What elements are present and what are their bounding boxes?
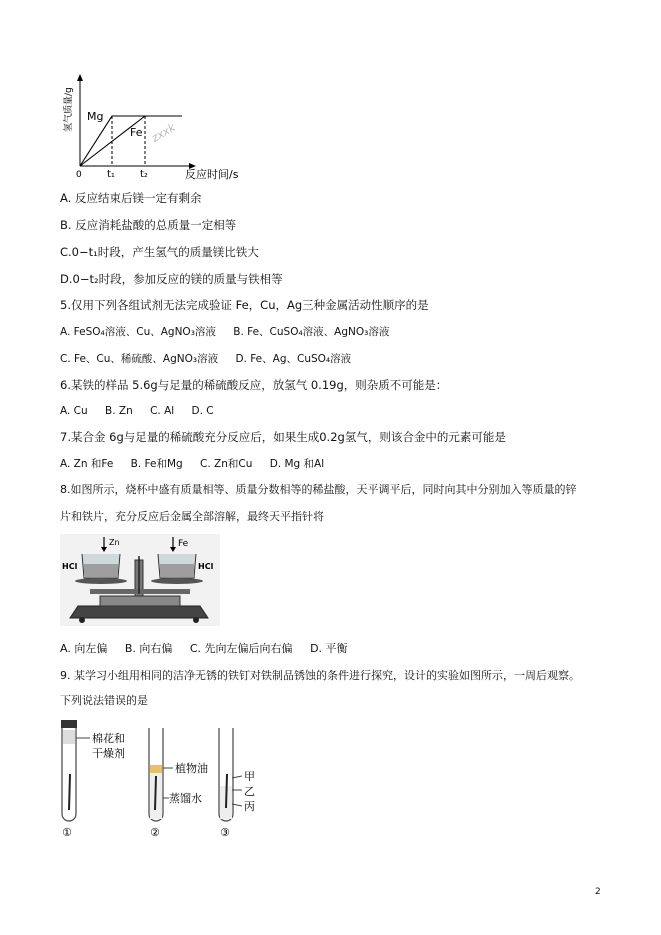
label-cotton: 棉花和 <box>92 732 125 745</box>
q5-options-row1 <box>60 325 389 339</box>
q7-option-b: B. Fe和Mg <box>130 458 183 470</box>
graph-mg-label: Mg <box>87 110 104 123</box>
right-foot <box>193 617 199 623</box>
hcl-right-label: HCl <box>198 562 214 571</box>
q9-stem-line1: 9. 某学习小组用相同的洁净无锈的铁钉对铁制品锈蚀的条件进行探究，设计的实验如图所示，一周后观察。 <box>60 669 580 682</box>
q5-option-a: A. FeSO₄溶液、Cu、AgNO₃溶液 <box>60 326 216 338</box>
q5-option-d: D. Fe、Ag、CuSO₄溶液 <box>235 353 352 365</box>
q9-stem-line2: 下列说法错误的是 <box>60 694 148 707</box>
label-bing: 丙 <box>244 800 255 813</box>
q5-option-c: C. Fe、Cu、稀硫酸、AgNO₃溶液 <box>60 353 219 365</box>
label-water: 蒸馏水 <box>169 792 202 805</box>
balance-base-top <box>100 596 180 606</box>
q6-stem: 6.某铁的样品 5.6g与足量的稀硫酸反应，放氢气 0.19g，则杂质不可能是： <box>60 378 448 392</box>
hydrogen-mass-graph <box>60 70 250 182</box>
graph-t1-label: t₁ <box>107 169 115 180</box>
graph-watermark: zxxk <box>149 120 178 145</box>
right-beaker-liquid <box>160 564 194 577</box>
tube3-label: ③ <box>220 826 230 839</box>
graph-y-arrow <box>77 74 83 81</box>
label-desiccant: 干燥剂 <box>92 747 125 760</box>
q8-option-d: D. 平衡 <box>310 642 348 655</box>
q4-option-d: D.0−t₂时段，参加反应的镁的质量与铁相等 <box>60 272 283 286</box>
q6-option-d: D. C <box>191 405 214 417</box>
fe-label: Fe <box>178 539 189 549</box>
balance-beam <box>90 589 190 594</box>
q8-option-b: B. 向右偏 <box>124 642 173 655</box>
balance-base <box>70 606 208 618</box>
q7-option-c: C. Zn和Cu <box>200 458 253 470</box>
label-yi: 乙 <box>244 785 255 798</box>
q8-stem-line1: 8.如图所示，烧杯中盛有质量相等、质量分数相等的稀盐酸，天平调平后，同时向其中分别加入等质量的锌 <box>60 483 577 496</box>
tube1-label: ① <box>62 826 72 839</box>
q7-stem: 7.某合金 6g与足量的稀硫酸充分反应后，如果生成0.2g氢气，则该合金中的元素可能是 <box>60 430 506 444</box>
q4-option-c: C.0−t₁时段，产生氢气的质量镁比铁大 <box>60 245 259 259</box>
zn-label: Zn <box>109 538 120 547</box>
graph-fe-label: Fe <box>130 126 143 139</box>
q6-options <box>60 404 214 418</box>
tube2-oil <box>150 765 162 773</box>
q7-option-a: A. Zn 和Fe <box>60 458 114 470</box>
tube1-nail <box>69 774 70 810</box>
balance-figure <box>60 534 220 626</box>
graph-origin-label: 0 <box>76 170 82 180</box>
q8-option-a: A. 向左偏 <box>60 642 108 655</box>
q6-option-c: C. Al <box>150 405 175 417</box>
left-foot <box>79 617 85 623</box>
rust-experiment-figure <box>56 718 276 842</box>
q8-option-c: C. 先向左偏后向右偏 <box>189 642 293 655</box>
tube2-label: ② <box>150 826 160 839</box>
graph-x-axis-label: 反应时间/s <box>185 168 239 181</box>
label-oil: 植物油 <box>175 762 208 775</box>
q5-options-row2 <box>60 352 351 366</box>
left-pan <box>75 578 127 584</box>
q8-options <box>60 642 348 656</box>
tube2-nail <box>155 776 156 810</box>
q6-option-b: B. Zn <box>105 405 133 417</box>
graph-y-axis-label: 氢气质量/g <box>64 87 74 132</box>
label-jia: 甲 <box>244 770 255 783</box>
q4-option-b: B. 反应消耗盐酸的总质量一定相等 <box>60 218 237 232</box>
graph-t2-label: t₂ <box>140 169 148 180</box>
q7-options <box>60 457 324 471</box>
q4-option-a: A. 反应结束后镁一定有剩余 <box>60 191 202 205</box>
tube1-cotton <box>63 730 75 744</box>
right-pan <box>151 578 203 584</box>
q6-option-a: A. Cu <box>60 405 88 417</box>
tube3-nail <box>226 774 227 808</box>
tube1-stopper <box>61 720 77 728</box>
hcl-left-label: HCl <box>62 562 78 571</box>
q8-stem-line2: 片和铁片，充分反应后金属全部溶解，最终天平指针将 <box>60 510 324 523</box>
page-number: 2 <box>595 887 601 897</box>
q5-stem: 5.仅用下列各组试剂无法完成验证 Fe，Cu，Ag三种金属活动性顺序的是 <box>60 298 429 312</box>
q7-option-d: D. Mg 和Al <box>269 458 325 470</box>
left-beaker-liquid <box>84 564 118 577</box>
q5-option-b: B. Fe、CuSO₄溶液、AgNO₃溶液 <box>233 326 390 338</box>
